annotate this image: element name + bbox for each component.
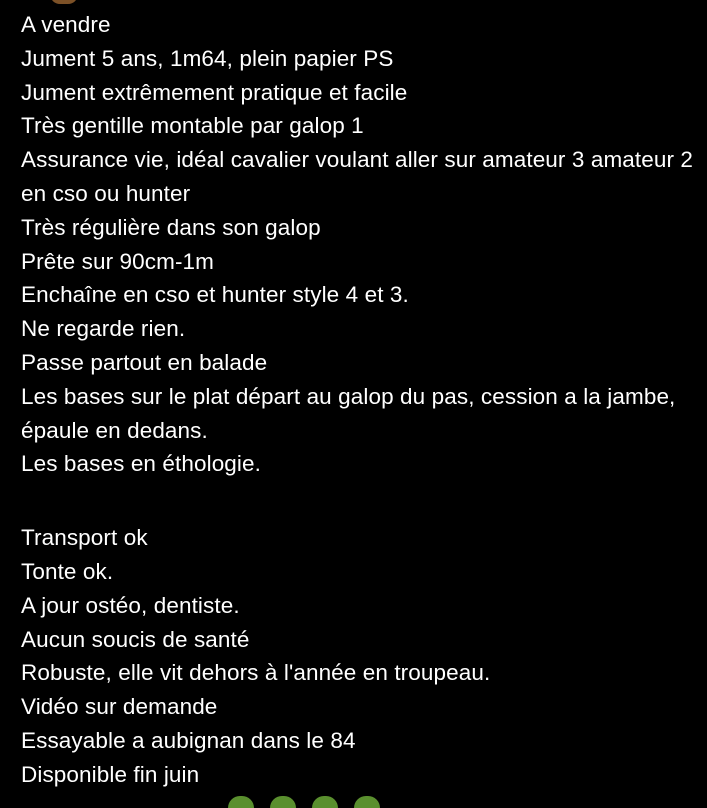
plant-emoji-icon: [312, 796, 338, 808]
post-line: Enchaîne en cso et hunter style 4 et 3.: [21, 282, 409, 308]
post-body: [21, 8, 697, 792]
post-line: Les bases sur le plat départ au galop du pas, cession a la jambe, épaule en dedans.: [21, 383, 676, 443]
post-line: Robuste, elle vit dehors à l'année en troupeau.: [21, 660, 491, 686]
post-line: A vendre: [21, 12, 111, 37]
post-line: Aucun soucis de santé: [21, 626, 250, 652]
post-line: Jument extrêmement pratique et facile: [21, 79, 408, 105]
paragraph-gap: [21, 481, 697, 521]
post-line: Transport ok: [21, 525, 148, 551]
post-line: Tonte ok.: [21, 558, 114, 584]
plant-emoji-icon: [228, 796, 254, 808]
post-line: Jument 5 ans, 1m64, plein papier PS: [21, 45, 394, 71]
post-line: Ne regarde rien.: [21, 316, 186, 342]
post-line: Très gentille montable par galop 1: [21, 113, 364, 139]
post-line: Prête sur 90cm-1m: [21, 248, 215, 274]
post-line: Très régulière dans son galop: [21, 214, 321, 240]
emoji-row: [228, 796, 380, 808]
post-line: Les bases en éthologie.: [21, 451, 261, 477]
post-line: Passe partout en balade: [21, 349, 268, 375]
post-line: A jour ostéo, dentiste.: [21, 592, 240, 618]
emoji-fragment-icon: [50, 0, 78, 4]
post-line: Disponible fin juin: [21, 761, 200, 787]
post-line: Essayable a aubignan dans le 84: [21, 727, 356, 753]
plant-emoji-icon: [354, 796, 380, 808]
post-line: Vidéo sur demande: [21, 694, 218, 720]
plant-emoji-icon: [270, 796, 296, 808]
post-line: Assurance vie, idéal cavalier voulant aller sur amateur 3 amateur 2 en cso ou hunter: [21, 147, 694, 206]
